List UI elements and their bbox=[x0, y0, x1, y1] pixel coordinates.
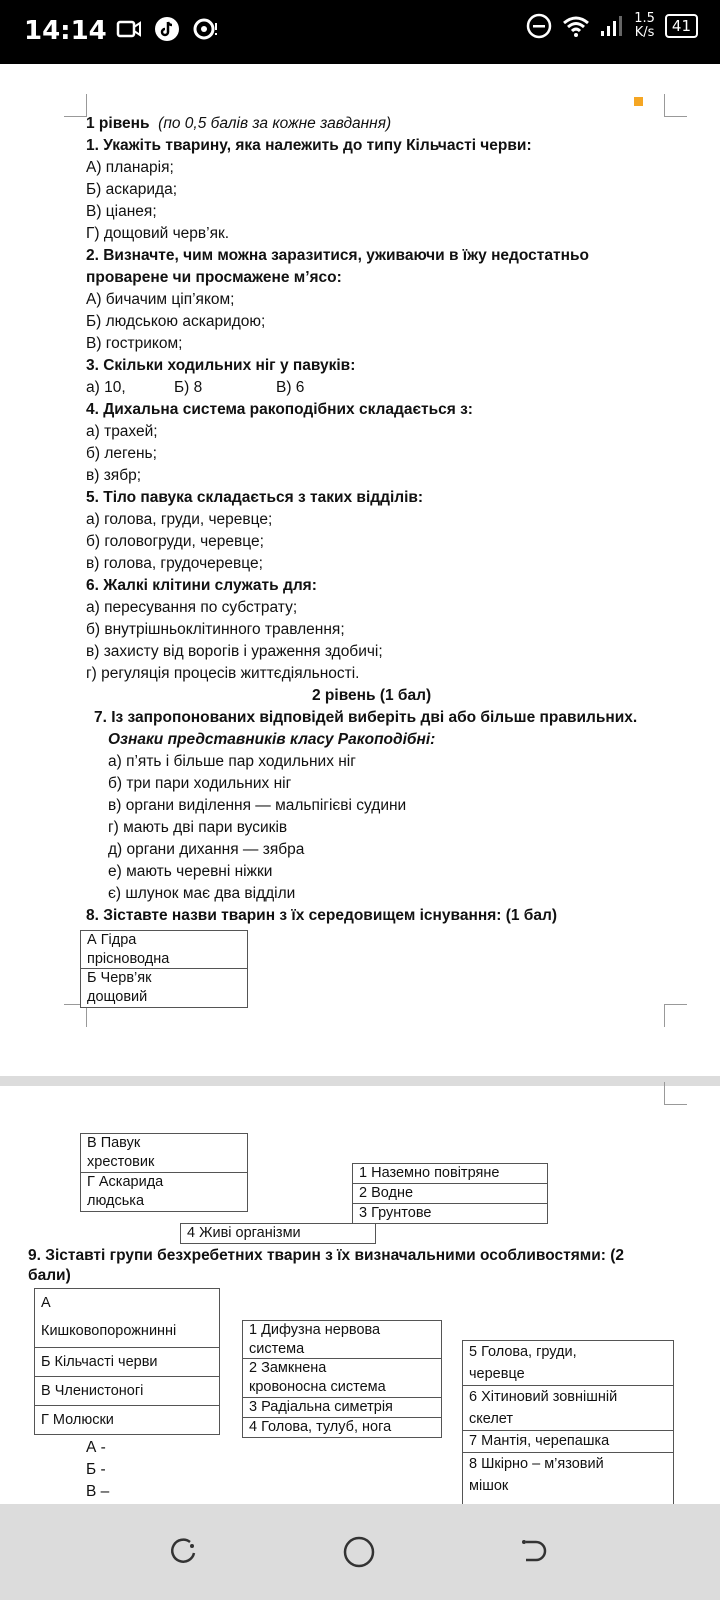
cell-line: В Павук bbox=[87, 1135, 141, 1151]
comment-marker-icon[interactable] bbox=[634, 97, 643, 106]
cell-line: 6 Хітиновий зовнішній bbox=[469, 1389, 618, 1405]
q4-option-c: в) зябр; bbox=[86, 467, 142, 484]
battery-level: 41 bbox=[665, 14, 698, 38]
document-page-1[interactable] bbox=[0, 64, 720, 1076]
video-camera-icon bbox=[116, 19, 142, 39]
q9-feature-8 bbox=[462, 1452, 674, 1504]
cell-line: Б Черв’як bbox=[87, 970, 152, 986]
cell-line: дощовий bbox=[87, 989, 148, 1005]
q9-feature-5 bbox=[462, 1340, 674, 1386]
question-3: 3. Скільки ходильних ніг у павуків: bbox=[86, 357, 356, 374]
signal-icon bbox=[600, 15, 624, 37]
q8-animal-b bbox=[80, 968, 248, 1008]
q9-feature-1 bbox=[242, 1320, 442, 1359]
q9-feature-3: 3 Радіальна симетрія bbox=[242, 1397, 442, 1418]
level1-title: 1 рівень bbox=[86, 115, 150, 132]
q6-option-a: а) пересування по субстрату; bbox=[86, 599, 298, 616]
network-speed-unit: K/s bbox=[634, 25, 655, 40]
q9-group-g: Г Молюски bbox=[34, 1405, 220, 1435]
q8-animal-v bbox=[80, 1133, 248, 1173]
q9-feature-6 bbox=[462, 1385, 674, 1431]
q7-option-d: г) мають дві пари вусиків bbox=[108, 819, 288, 836]
q4-option-b: б) легень; bbox=[86, 445, 157, 462]
page-corner-mark bbox=[664, 94, 687, 117]
network-speed bbox=[634, 12, 655, 40]
wifi-icon bbox=[562, 14, 590, 38]
q5-option-b: б) головогруди, черевце; bbox=[86, 533, 264, 550]
q8-env-4: 4 Живі організми bbox=[180, 1223, 376, 1244]
status-bar bbox=[0, 0, 720, 64]
q5-option-c: в) голова, грудочеревце; bbox=[86, 555, 263, 572]
cell-line: черевце bbox=[469, 1366, 525, 1382]
level1-heading bbox=[86, 114, 391, 134]
cell-line: людська bbox=[87, 1193, 145, 1209]
q7-option-f: е) мають черевні ніжки bbox=[108, 863, 273, 880]
q8-env-3: 3 Грунтове bbox=[352, 1203, 548, 1224]
q3-option-c: В) 6 bbox=[276, 379, 305, 396]
q8-animal-a bbox=[80, 930, 248, 969]
q9-feature-7: 7 Мантія, черепашка bbox=[462, 1430, 674, 1453]
clock: 14:14 bbox=[24, 16, 107, 46]
network-speed-value: 1.5 bbox=[634, 11, 655, 26]
question-5: 5. Тіло павука складається з таких відділів: bbox=[86, 489, 424, 506]
cell-line: А bbox=[41, 1295, 51, 1311]
answer-v: В – bbox=[86, 1483, 110, 1500]
answer-a: А - bbox=[86, 1439, 106, 1456]
q2-option-a: А) бичачим ціп’яком; bbox=[86, 291, 235, 308]
question-2-line2: проварене чи просмажене м’ясо: bbox=[86, 269, 342, 286]
cell-line: 2 Замкнена bbox=[249, 1360, 327, 1376]
cell-line: 8 Шкірно – м’язовий bbox=[469, 1456, 604, 1472]
q9-feature-2 bbox=[242, 1358, 442, 1398]
document-page-2[interactable] bbox=[0, 1086, 720, 1504]
home-button[interactable] bbox=[343, 1536, 375, 1568]
tiktok-icon bbox=[154, 16, 180, 42]
cell-line: 5 Голова, груди, bbox=[469, 1344, 577, 1360]
q9-group-b: Б Кільчасті черви bbox=[34, 1347, 220, 1377]
page-corner-mark bbox=[64, 94, 87, 117]
cell-line: система bbox=[249, 1341, 305, 1357]
q3-option-a: а) 10, bbox=[86, 379, 126, 396]
q5-option-a: а) голова, груди, черевце; bbox=[86, 511, 273, 528]
q8-env-1: 1 Наземно повітряне bbox=[352, 1163, 548, 1184]
question-8: 8. Зіставте назви тварин з їх середовищем існування: (1 бал) bbox=[86, 907, 558, 924]
page-corner-mark bbox=[664, 1004, 687, 1027]
q7-subtitle: Ознаки представників класу Ракоподібні: bbox=[108, 731, 436, 748]
system-indicators bbox=[526, 12, 698, 40]
question-2-line1: 2. Визначте, чим можна заразитися, уживаючи в їжу недостатньо bbox=[86, 247, 589, 264]
back-button[interactable] bbox=[520, 1536, 550, 1566]
cell-line: Кишковопорожнинні bbox=[41, 1323, 177, 1339]
cell-line: прісноводна bbox=[87, 951, 170, 967]
q7-option-a: а) п’ять і більше пар ходильних ніг bbox=[108, 753, 356, 770]
q9-feature-4: 4 Голова, тулуб, нога bbox=[242, 1417, 442, 1438]
q7-option-e: д) органи дихання — зябра bbox=[108, 841, 305, 858]
q8-animal-g bbox=[80, 1172, 248, 1212]
q2-option-c: В) гостриком; bbox=[86, 335, 183, 352]
level2-heading: 2 рівень (1 бал) bbox=[312, 687, 432, 704]
question-9-line2: бали) bbox=[28, 1267, 71, 1284]
do-not-disturb-icon bbox=[526, 13, 552, 39]
question-1: 1. Укажіть тварину, яка належить до типу Кільчасті черви: bbox=[86, 137, 532, 154]
q8-env-2: 2 Водне bbox=[352, 1183, 548, 1204]
cell-line: кровоносна система bbox=[249, 1379, 386, 1395]
q9-group-a bbox=[34, 1288, 220, 1348]
q4-option-a: а) трахей; bbox=[86, 423, 158, 440]
cell-line: хрестовик bbox=[87, 1154, 155, 1170]
page-corner-mark bbox=[664, 1082, 687, 1105]
question-4: 4. Дихальна система ракоподібних складається з: bbox=[86, 401, 473, 418]
question-6: 6. Жалкі клітини служать для: bbox=[86, 577, 317, 594]
q1-option-c: В) ціанея; bbox=[86, 203, 157, 220]
question-9-line1: 9. Зіставті групи безхребетних тварин з їх визначальними особливостями: (2 bbox=[28, 1247, 624, 1264]
q7-option-g: є) шлунок має два відділи bbox=[108, 885, 296, 902]
notification-icons bbox=[116, 16, 222, 42]
answer-b: Б - bbox=[86, 1461, 106, 1478]
question-7: 7. Із запропонованих відповідей виберіть дві або більше правильних. bbox=[94, 709, 638, 726]
q7-option-b: б) три пари ходильних ніг bbox=[108, 775, 292, 792]
q1-option-a: А) планарія; bbox=[86, 159, 174, 176]
q6-option-c: в) захисту від ворогів і ураження здобичі; bbox=[86, 643, 383, 660]
cell-line: Г Аскарида bbox=[87, 1174, 164, 1190]
cell-line: 1 Дифузна нервова bbox=[249, 1322, 381, 1338]
q6-option-b: б) внутрішньоклітинного травлення; bbox=[86, 621, 345, 638]
q2-option-b: Б) людською аскаридою; bbox=[86, 313, 266, 330]
cell-line: А Гідра bbox=[87, 932, 137, 948]
q9-group-v: В Членистоногі bbox=[34, 1376, 220, 1406]
q7-option-c: в) органи виділення — мальпігієві судини bbox=[108, 797, 407, 814]
chat-bubble-icon bbox=[192, 17, 222, 41]
level1-note: (по 0,5 балів за кожне завдання) bbox=[158, 115, 392, 132]
cell-line: мішок bbox=[469, 1478, 509, 1494]
recent-apps-button[interactable] bbox=[168, 1536, 198, 1566]
q1-option-d: Г) дощовий черв’як. bbox=[86, 225, 230, 242]
q3-option-b: Б) 8 bbox=[174, 379, 203, 396]
q6-option-d: г) регуляція процесів життєдіяльності. bbox=[86, 665, 360, 682]
navigation-bar bbox=[0, 1504, 720, 1600]
cell-line: скелет bbox=[469, 1411, 514, 1427]
q1-option-b: Б) аскарида; bbox=[86, 181, 178, 198]
